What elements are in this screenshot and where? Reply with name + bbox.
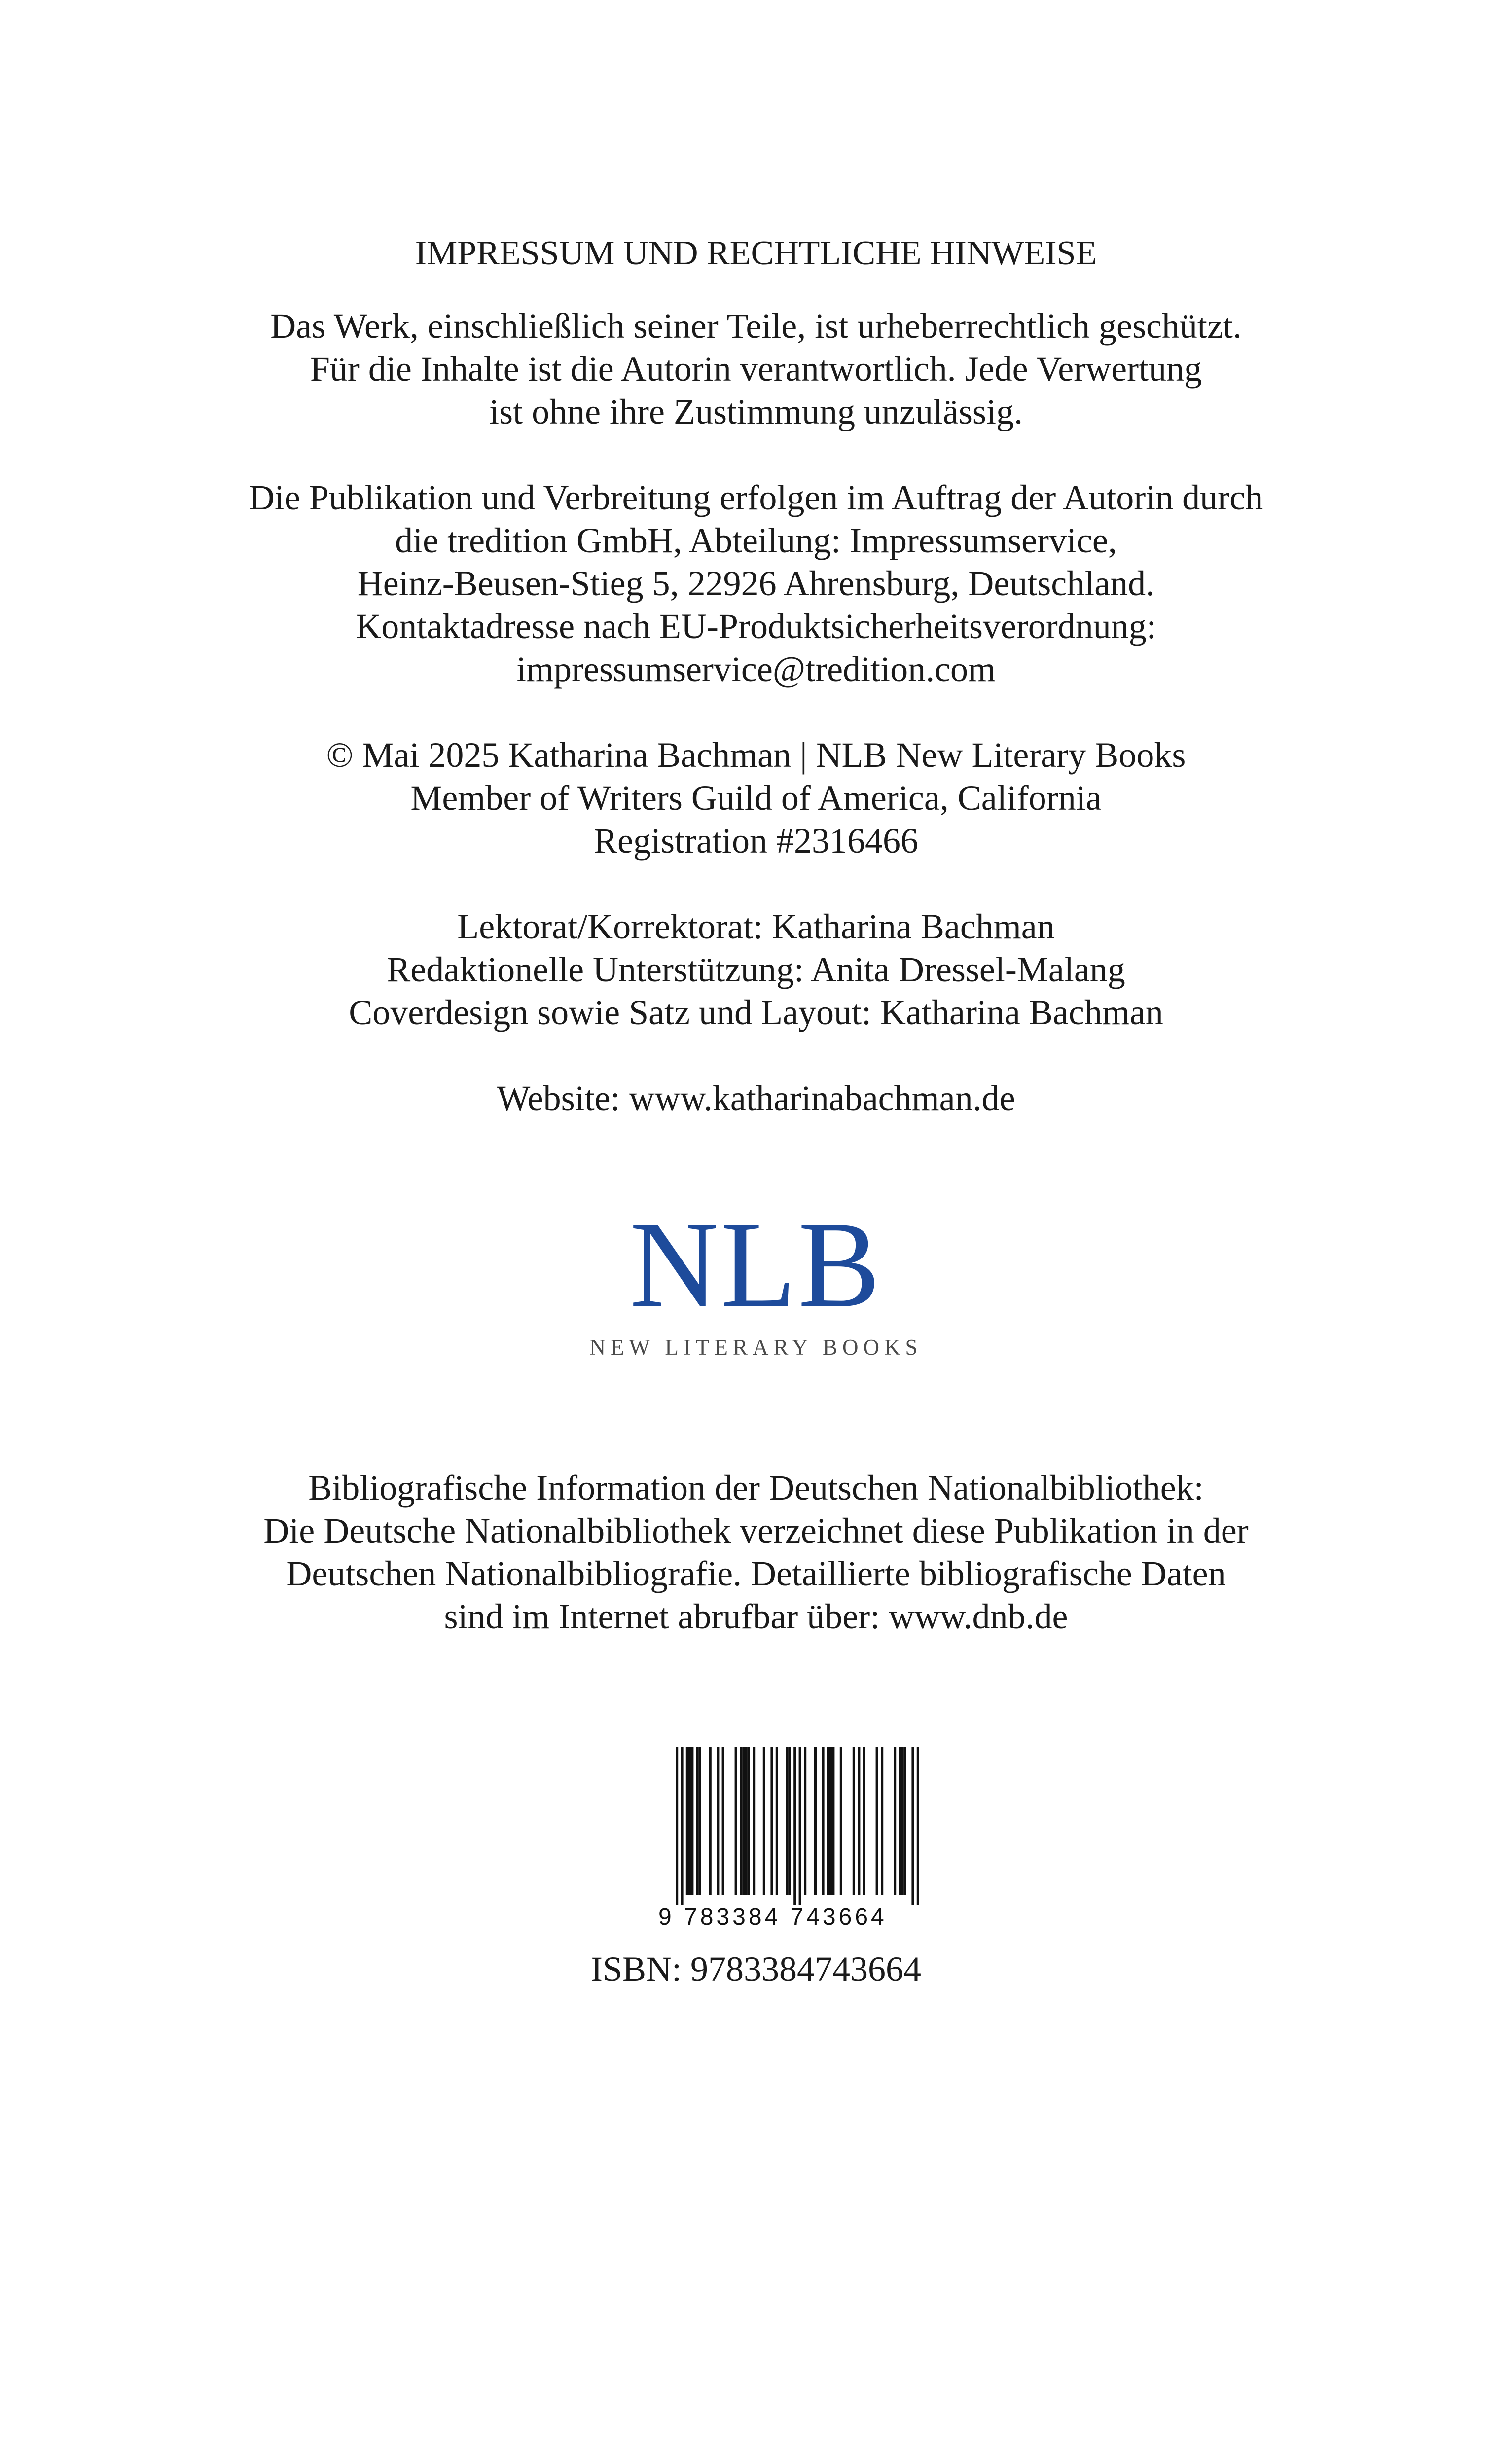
barcode-bar (686, 1747, 688, 1895)
barcode-bar (881, 1747, 883, 1895)
dnb-paragraph (0, 1467, 1512, 1638)
barcode-bar (822, 1747, 824, 1895)
barcode-bar (804, 1747, 806, 1895)
barcode-bar (827, 1747, 829, 1895)
barcode-bar (858, 1747, 860, 1895)
barcode-bar (735, 1747, 737, 1895)
barcode-bar (786, 1747, 789, 1895)
text-line: © Mai 2025 Katharina Bachman | NLB New Literary Books (326, 735, 1186, 775)
credits-paragraph (0, 905, 1512, 1034)
logo-subtitle: NEW LITERARY BOOKS (589, 1335, 923, 1360)
barcode-bar (763, 1747, 765, 1895)
barcode-bar (840, 1747, 842, 1895)
isbn-text: ISBN: 9783384743664 (590, 1949, 922, 1989)
barcode-bar (699, 1747, 701, 1895)
text-line: Coverdesign sowie Satz und Layout: Katharina Bachman (349, 993, 1163, 1032)
barcode-bar (676, 1747, 678, 1905)
email-text: impressumservice@tredition.com (516, 649, 996, 689)
text-line: Heinz-Beusen-Stieg 5, 22926 Ahrensburg, Deutschland. (357, 564, 1155, 603)
page-title (0, 232, 1512, 275)
barcode-bar (894, 1747, 896, 1895)
barcode-bar (745, 1747, 747, 1895)
text-line: die tredition GmbH, Abteilung: Impressumservice, (395, 521, 1117, 560)
text-line: Die Deutsche Nationalbibliothek verzeichnet diese Publikation in der (263, 1511, 1249, 1550)
barcode-bar (696, 1747, 699, 1895)
barcode-bar (776, 1747, 778, 1895)
barcode-bar (691, 1747, 693, 1895)
text-line: Lektorat/Korrektorat: Katharina Bachman (457, 907, 1055, 946)
text-line: Bibliografische Information der Deutschen Nationalbibliothek: (308, 1468, 1204, 1508)
barcode-bar (876, 1747, 878, 1895)
barcode-bar (853, 1747, 855, 1895)
barcode-bar (681, 1747, 683, 1905)
copyright-law-paragraph (0, 305, 1512, 433)
barcode-bar (814, 1747, 817, 1895)
text-line: sind im Internet abrufbar über: www.dnb.de (444, 1597, 1068, 1636)
barcode-bar (722, 1747, 724, 1895)
barcode-bar (832, 1747, 834, 1895)
barcode-bar (753, 1747, 755, 1895)
title-text: IMPRESSUM UND RECHTLICHE HINWEISE (415, 234, 1097, 272)
website-paragraph (0, 1077, 1512, 1120)
text-line: Member of Writers Guild of America, California (410, 778, 1102, 818)
barcode-bar (717, 1747, 719, 1895)
barcode-bar (829, 1747, 832, 1895)
text-line: Registration #2316466 (594, 821, 918, 861)
barcode-bar (709, 1747, 712, 1895)
barcode-bar (740, 1747, 742, 1895)
barcode-bar (799, 1747, 801, 1905)
copyright-paragraph (0, 734, 1512, 863)
barcode-bar (901, 1747, 904, 1895)
logo-mark: NLB (630, 1196, 882, 1333)
barcode-icon (658, 1747, 935, 1905)
barcode-bar (770, 1747, 773, 1895)
text-line: Das Werk, einschließlich seiner Teile, ist urheberrechtlich geschützt. (270, 306, 1242, 346)
text-line: Kontaktadresse nach EU-Produktsicherheitsverordnung: (356, 607, 1156, 646)
text-line: Die Publikation und Verbreitung erfolgen im Auftrag der Autorin durch (249, 478, 1263, 517)
publisher-logo (0, 1196, 1512, 1362)
publication-paragraph (0, 476, 1512, 691)
barcode-bar (748, 1747, 750, 1895)
text-line: Redaktionelle Unterstützung: Anita Dressel-Malang (387, 950, 1125, 989)
barcode-bar (863, 1747, 865, 1895)
barcode (658, 1747, 935, 1934)
barcode-bar (899, 1747, 901, 1895)
barcode-bar (917, 1747, 919, 1905)
barcode-bar (904, 1747, 906, 1895)
text-line: Deutschen Nationalbibliografie. Detaillierte bibliografische Daten (286, 1554, 1226, 1593)
text-line: ist ohne ihre Zustimmung unzulässig. (489, 392, 1023, 431)
barcode-digits: 9 783384 743664 (658, 1904, 887, 1930)
barcode-bar (911, 1747, 914, 1905)
text-line: Für die Inhalte ist die Autorin verantwortlich. Jede Verwertung (310, 349, 1202, 389)
barcode-bar (742, 1747, 745, 1895)
barcode-bar (789, 1747, 791, 1895)
website-text: Website: www.katharinabachman.de (497, 1079, 1015, 1118)
barcode-bar (793, 1747, 796, 1905)
barcode-bar (688, 1747, 691, 1895)
